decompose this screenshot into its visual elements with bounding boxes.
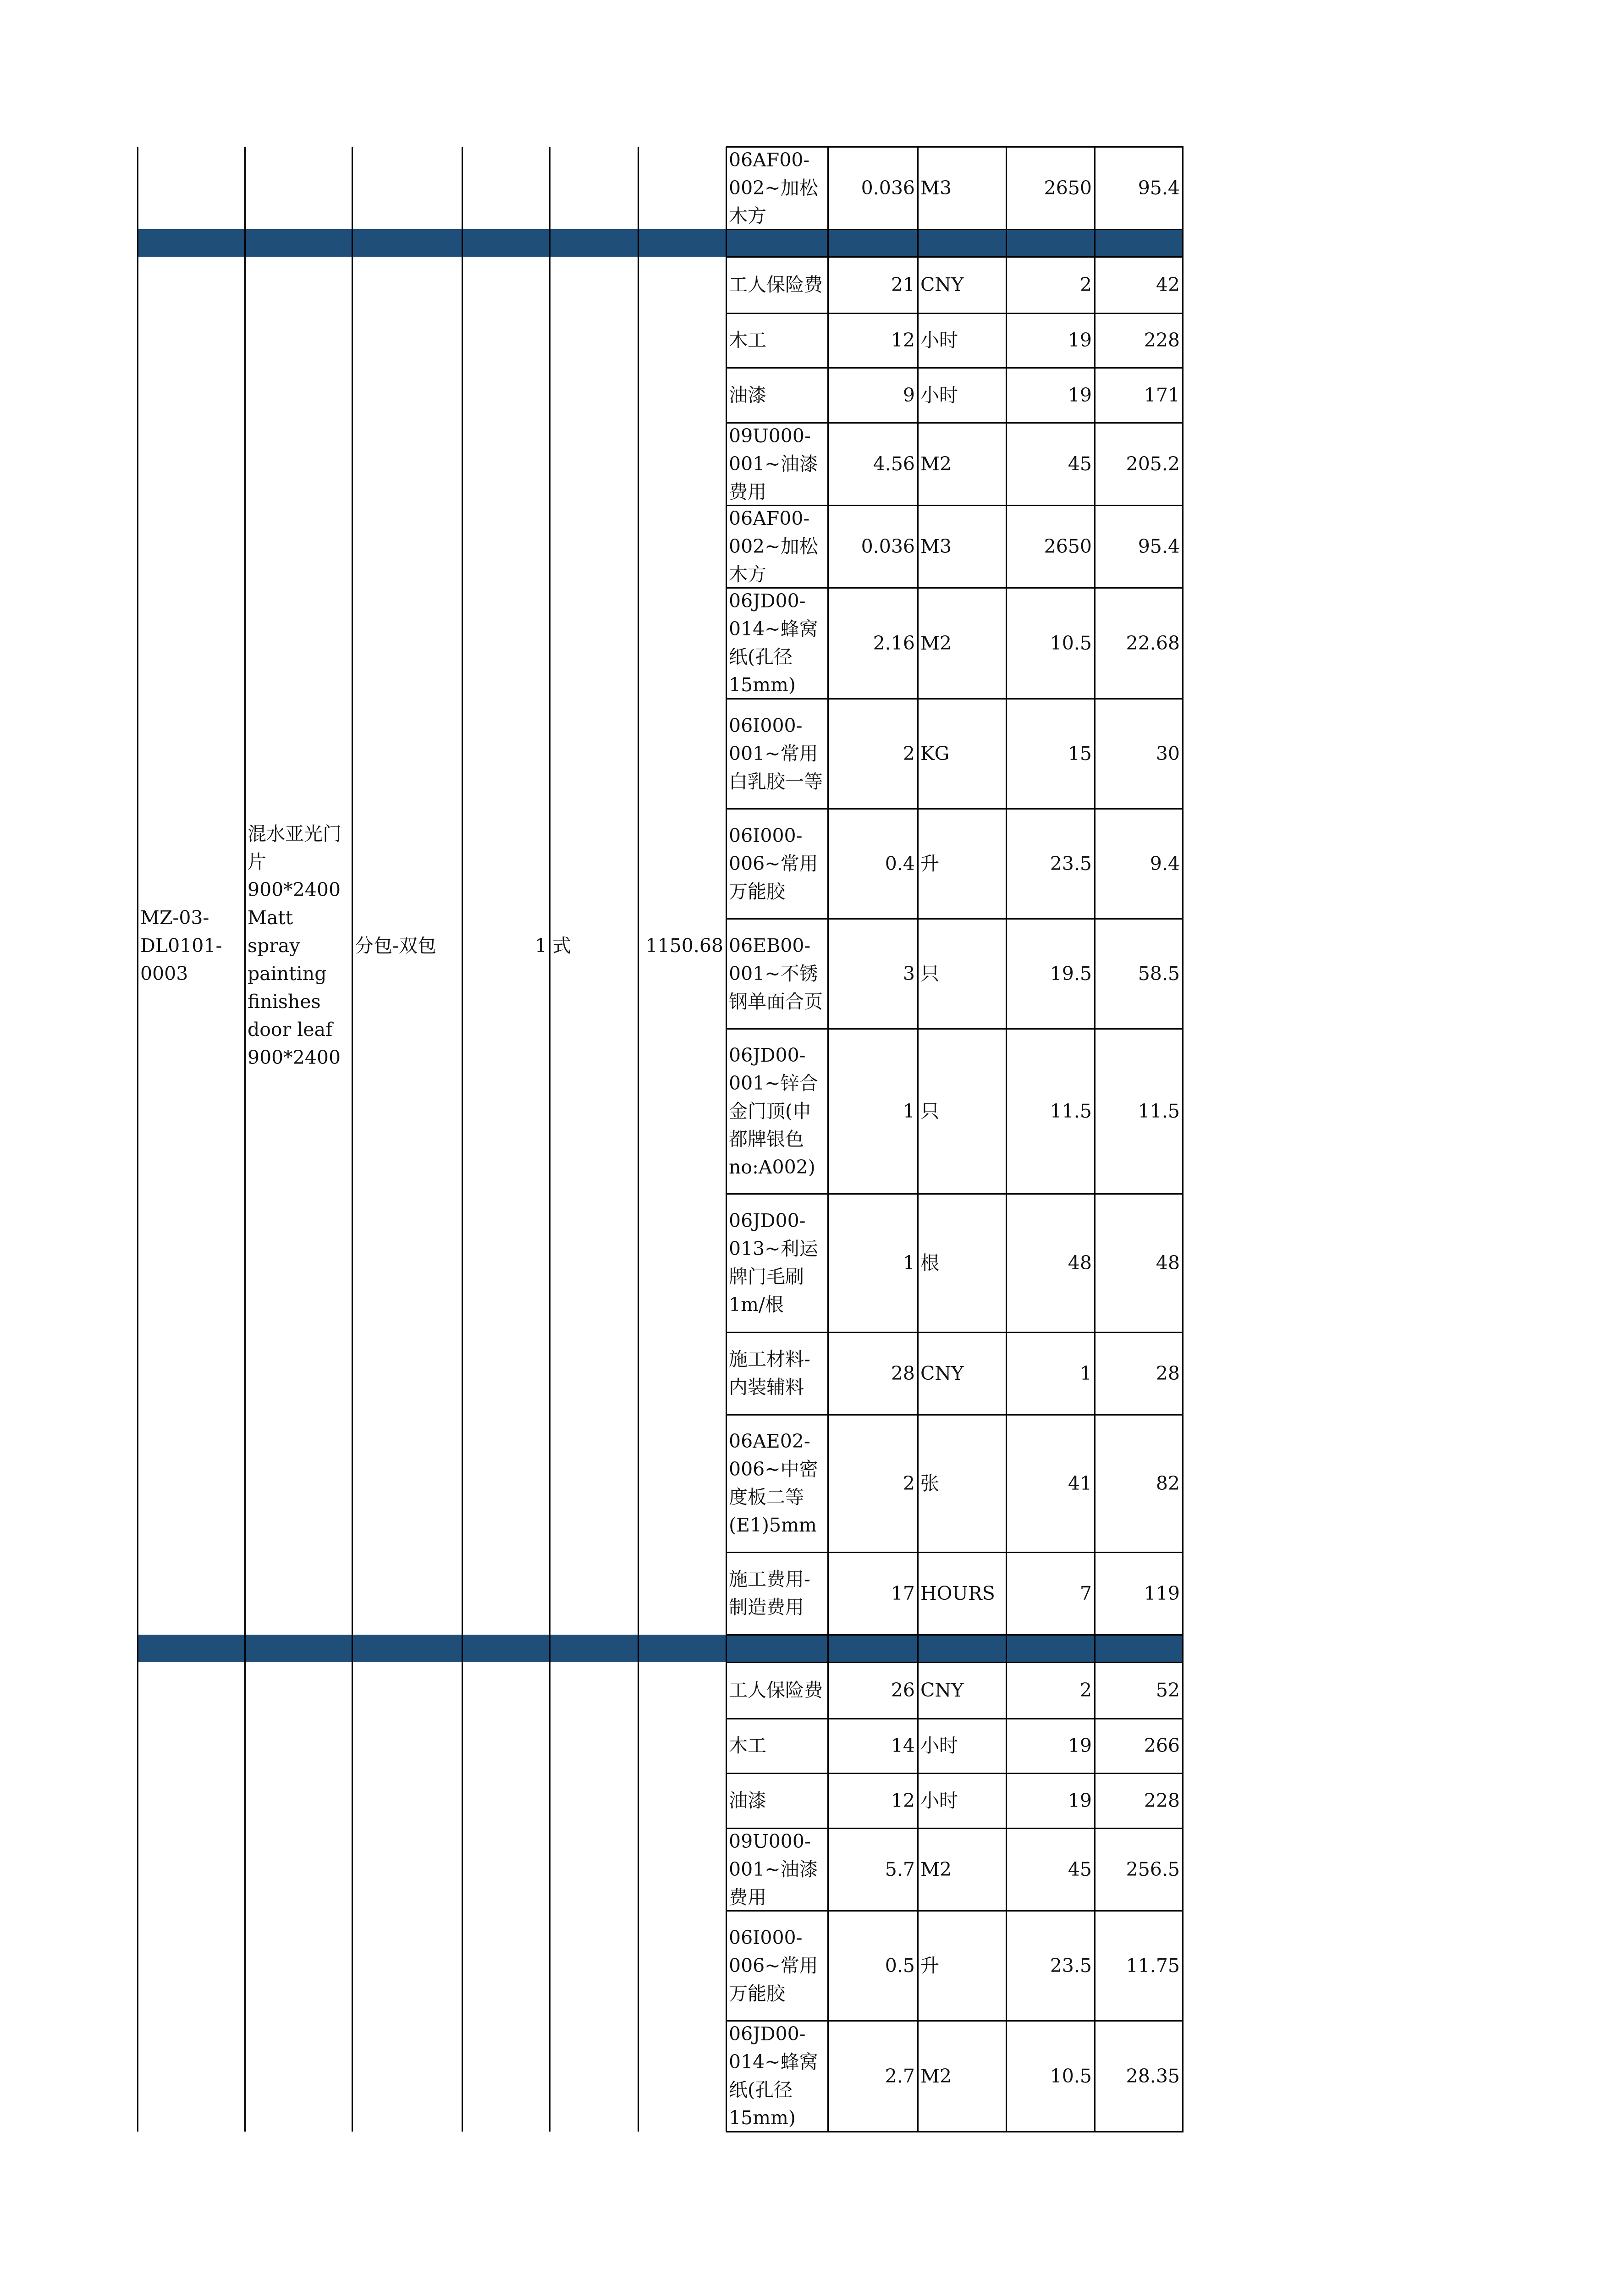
quantity-text: 1 [903, 1100, 915, 1122]
unit [918, 147, 1006, 229]
line-total-text: 42 [1156, 274, 1180, 296]
unit-price [1006, 257, 1095, 313]
line-total-text: 228 [1144, 1789, 1180, 1812]
unit-price-text: 2 [1079, 274, 1092, 296]
item-code [138, 257, 245, 1635]
unit-price-text: 15 [1068, 742, 1092, 765]
unit [918, 1029, 1006, 1194]
line-total [1095, 2021, 1183, 2132]
quantity [828, 147, 918, 229]
quantity [828, 1828, 918, 1911]
unit-text: 小时 [920, 384, 958, 406]
quantity [828, 1662, 918, 1719]
quantity-text: 21 [891, 274, 915, 296]
unit [918, 699, 1006, 809]
item-unit-text: 式 [552, 934, 571, 957]
material-name [726, 919, 828, 1029]
unit-price-text: 1 [1079, 1362, 1092, 1384]
unit-text: M3 [920, 176, 952, 199]
material-name-text: 09U000-001~油漆费用 [729, 424, 818, 503]
unit-price-text: 19 [1068, 384, 1092, 406]
unit-price [1006, 1911, 1095, 2021]
quantity [828, 257, 918, 313]
material-name [726, 1773, 828, 1828]
unit-text: M2 [920, 2065, 952, 2087]
item-quantity [462, 257, 550, 1635]
unit [918, 1911, 1006, 2021]
unit-price-text: 23.5 [1050, 1954, 1092, 1977]
unit-price-text: 19.5 [1050, 962, 1092, 985]
unit-text: CNY [920, 274, 964, 296]
item-amount [638, 257, 726, 1635]
line-total-text: 95.4 [1138, 176, 1180, 199]
line-total [1095, 147, 1183, 229]
unit-price [1006, 919, 1095, 1029]
material-name-text: 06EB00-001~不锈钢单面合页 [729, 934, 823, 1013]
unit-text: 升 [920, 852, 939, 875]
material-name [726, 368, 828, 423]
unit-price-text: 45 [1068, 1858, 1092, 1880]
unit-price [1006, 147, 1095, 229]
quantity [828, 809, 918, 919]
line-total [1095, 699, 1183, 809]
quantity [828, 1194, 918, 1332]
unit [918, 505, 1006, 588]
unit-price [1006, 1029, 1095, 1194]
unit-price [1006, 1552, 1095, 1635]
material-name [726, 147, 828, 229]
material-name-text: 油漆 [729, 1789, 766, 1812]
material-name-text: 06I000-001~常用白乳胶一等 [729, 714, 823, 793]
material-name-text: 施工材料-内装辅料 [729, 1348, 810, 1398]
unit-price-text: 11.5 [1050, 1100, 1092, 1122]
unit-price-text: 10.5 [1050, 2065, 1092, 2087]
material-name [726, 1719, 828, 1773]
line-total-text: 119 [1144, 1582, 1180, 1604]
quantity [828, 919, 918, 1029]
material-name [726, 423, 828, 505]
line-total-text: 228 [1144, 329, 1180, 351]
unit-price [1006, 1332, 1095, 1415]
section-separator-band [138, 229, 1183, 257]
quantity-text: 12 [891, 1789, 915, 1812]
unit-price-text: 19 [1068, 329, 1092, 351]
unit-price-text: 19 [1068, 1789, 1092, 1812]
unit-price-text: 2650 [1044, 535, 1092, 557]
quantity-text: 9 [903, 384, 915, 406]
unit [918, 1552, 1006, 1635]
material-name [726, 313, 828, 368]
line-total [1095, 809, 1183, 919]
material-name-text: 木工 [729, 329, 766, 351]
unit [918, 423, 1006, 505]
line-total [1095, 423, 1183, 505]
quantity-text: 0.5 [885, 1954, 915, 1977]
unit-text: M2 [920, 1858, 952, 1880]
line-total-text: 11.5 [1138, 1100, 1180, 1122]
unit-text: M3 [920, 535, 952, 557]
material-name [726, 1415, 828, 1552]
item-description [245, 257, 352, 1635]
line-total-text: 52 [1156, 1679, 1180, 1701]
unit-price-text: 2 [1079, 1679, 1092, 1701]
unit-text: CNY [920, 1679, 964, 1701]
unit [918, 257, 1006, 313]
quantity-text: 2 [903, 742, 915, 765]
material-name [726, 1194, 828, 1332]
unit-text: 张 [920, 1472, 939, 1494]
material-name-text: 06JD00-013~利运牌门毛刷1m/根 [729, 1210, 818, 1316]
unit [918, 919, 1006, 1029]
quantity-text: 17 [891, 1582, 915, 1604]
unit-text: 只 [920, 962, 939, 985]
line-total [1095, 1773, 1183, 1828]
line-total [1095, 313, 1183, 368]
line-total-text: 9.4 [1150, 852, 1180, 875]
unit [918, 1719, 1006, 1773]
line-total-text: 58.5 [1138, 962, 1180, 985]
unit [918, 1662, 1006, 1719]
quantity [828, 1773, 918, 1828]
line-total [1095, 1662, 1183, 1719]
line-total [1095, 257, 1183, 313]
item-amount-text: 1150.68 [645, 934, 723, 957]
unit-text: HOURS [920, 1582, 995, 1604]
unit-price-text: 10.5 [1050, 632, 1092, 654]
unit-price-text: 7 [1079, 1582, 1092, 1604]
line-total [1095, 1719, 1183, 1773]
unit-text: 根 [920, 1251, 939, 1274]
line-total-text: 95.4 [1138, 535, 1180, 557]
quantity-text: 14 [891, 1735, 915, 1757]
line-total-text: 11.75 [1126, 1954, 1180, 1977]
material-name-text: 木工 [729, 1735, 766, 1757]
unit-price-text: 23.5 [1050, 852, 1092, 875]
material-name-text: 09U000-001~油漆费用 [729, 1830, 818, 1908]
unit-price [1006, 368, 1095, 423]
unit-price [1006, 1773, 1095, 1828]
material-name-text: 06JD00-001~锌合金门顶(申都牌银色no:A002) [729, 1044, 818, 1178]
line-total-text: 22.68 [1126, 632, 1180, 654]
unit-text: 小时 [920, 329, 958, 351]
material-name [726, 1029, 828, 1194]
line-total-text: 28 [1156, 1362, 1180, 1384]
material-name [726, 588, 828, 699]
quantity-text: 26 [891, 1679, 915, 1701]
quantity-text: 12 [891, 329, 915, 351]
line-total-text: 48 [1156, 1251, 1180, 1274]
material-name-text: 工人保险费 [729, 274, 823, 296]
unit-price [1006, 1415, 1095, 1552]
material-name [726, 809, 828, 919]
unit [918, 1828, 1006, 1911]
line-total-text: 28.35 [1126, 2065, 1180, 2087]
unit-price [1006, 809, 1095, 919]
material-name [726, 257, 828, 313]
material-name-text: 06JD00-014~蜂窝纸(孔径15mm) [729, 590, 818, 696]
line-total [1095, 1828, 1183, 1911]
unit [918, 2021, 1006, 2132]
line-total-text: 266 [1144, 1735, 1180, 1757]
unit-price-text: 2650 [1044, 176, 1092, 199]
line-total [1095, 368, 1183, 423]
quantity-text: 1 [903, 1251, 915, 1274]
item-description-text: 混水亚光门片900*2400 Matt spray painting finishes door leaf 900*2400 [248, 822, 341, 1069]
material-name [726, 505, 828, 588]
line-total-text: 205.2 [1126, 452, 1180, 475]
quantity [828, 2021, 918, 2132]
line-total-text: 171 [1144, 384, 1180, 406]
unit-price [1006, 699, 1095, 809]
quantity-text: 4.56 [873, 452, 915, 475]
material-name [726, 1332, 828, 1415]
quantity-text: 2.16 [873, 632, 915, 654]
quantity-text: 0.036 [861, 535, 915, 557]
quantity [828, 699, 918, 809]
unit-price [1006, 2021, 1095, 2132]
quantity [828, 368, 918, 423]
quantity [828, 1911, 918, 2021]
unit-price [1006, 423, 1095, 505]
quantity [828, 1415, 918, 1552]
unit-price [1006, 1719, 1095, 1773]
material-name-text: 06I000-006~常用万能胶 [729, 1926, 818, 2005]
unit-price [1006, 1662, 1095, 1719]
line-total [1095, 588, 1183, 699]
item-contract [352, 257, 462, 1635]
unit-text: KG [920, 742, 950, 765]
unit [918, 1194, 1006, 1332]
unit [918, 313, 1006, 368]
quantity [828, 1552, 918, 1635]
line-total [1095, 1415, 1183, 1552]
quantity-text: 2 [903, 1472, 915, 1494]
material-name [726, 1662, 828, 1719]
line-total [1095, 1332, 1183, 1415]
item-unit [550, 257, 638, 1635]
material-name-text: 06AF00-002~加松木方 [729, 507, 818, 585]
quantity-text: 28 [891, 1362, 915, 1384]
material-name-text: 06I000-006~常用万能胶 [729, 824, 818, 903]
material-name-text: 06AE02-006~中密度板二等(E1)5mm [729, 1430, 818, 1536]
line-total [1095, 505, 1183, 588]
material-name-text: 06JD00-014~蜂窝纸(孔径15mm) [729, 2023, 818, 2129]
unit [918, 588, 1006, 699]
line-total [1095, 1029, 1183, 1194]
line-total [1095, 919, 1183, 1029]
quantity-text: 0.4 [885, 852, 915, 875]
quantity-text: 5.7 [885, 1858, 915, 1880]
line-total [1095, 1194, 1183, 1332]
material-name [726, 1911, 828, 2021]
item-contract-text: 分包-双包 [355, 934, 436, 957]
line-total-text: 30 [1156, 742, 1180, 765]
line-total [1095, 1552, 1183, 1635]
unit-text: 升 [920, 1954, 939, 1977]
section-separator-band [138, 1635, 1183, 1662]
quantity [828, 1029, 918, 1194]
quantity [828, 505, 918, 588]
unit-price [1006, 313, 1095, 368]
unit-price [1006, 505, 1095, 588]
unit-price-text: 48 [1068, 1251, 1092, 1274]
unit-text: 小时 [920, 1789, 958, 1812]
line-total-text: 256.5 [1126, 1858, 1180, 1880]
item-quantity-text: 1 [534, 934, 547, 957]
quantity-text: 0.036 [861, 176, 915, 199]
material-name [726, 1552, 828, 1635]
quantity [828, 1719, 918, 1773]
item-code-text: MZ-03-DL0101-0003 [140, 906, 222, 985]
quantity [828, 313, 918, 368]
material-name-text: 油漆 [729, 384, 766, 406]
unit-price [1006, 1194, 1095, 1332]
unit [918, 809, 1006, 919]
material-name-text: 06AF00-002~加松木方 [729, 149, 818, 227]
material-name-text: 施工费用-制造费用 [729, 1568, 810, 1618]
unit-price-text: 19 [1068, 1735, 1092, 1757]
quantity [828, 423, 918, 505]
unit-text: M2 [920, 452, 952, 475]
unit-text: CNY [920, 1362, 964, 1384]
material-name-text: 工人保险费 [729, 1679, 823, 1701]
unit-price-text: 41 [1068, 1472, 1092, 1494]
unit-text: 只 [920, 1100, 939, 1122]
unit-text: 小时 [920, 1735, 958, 1757]
unit [918, 1415, 1006, 1552]
material-name [726, 699, 828, 809]
unit-price [1006, 1828, 1095, 1911]
quantity-text: 3 [903, 962, 915, 985]
quantity-text: 2.7 [885, 2065, 915, 2087]
unit [918, 1773, 1006, 1828]
material-name [726, 2021, 828, 2132]
unit [918, 368, 1006, 423]
unit-price-text: 45 [1068, 452, 1092, 475]
unit-price [1006, 588, 1095, 699]
line-total [1095, 1911, 1183, 2021]
line-total-text: 82 [1156, 1472, 1180, 1494]
material-name [726, 1828, 828, 1911]
quantity [828, 588, 918, 699]
quantity [828, 1332, 918, 1415]
unit-text: M2 [920, 632, 952, 654]
unit [918, 1332, 1006, 1415]
